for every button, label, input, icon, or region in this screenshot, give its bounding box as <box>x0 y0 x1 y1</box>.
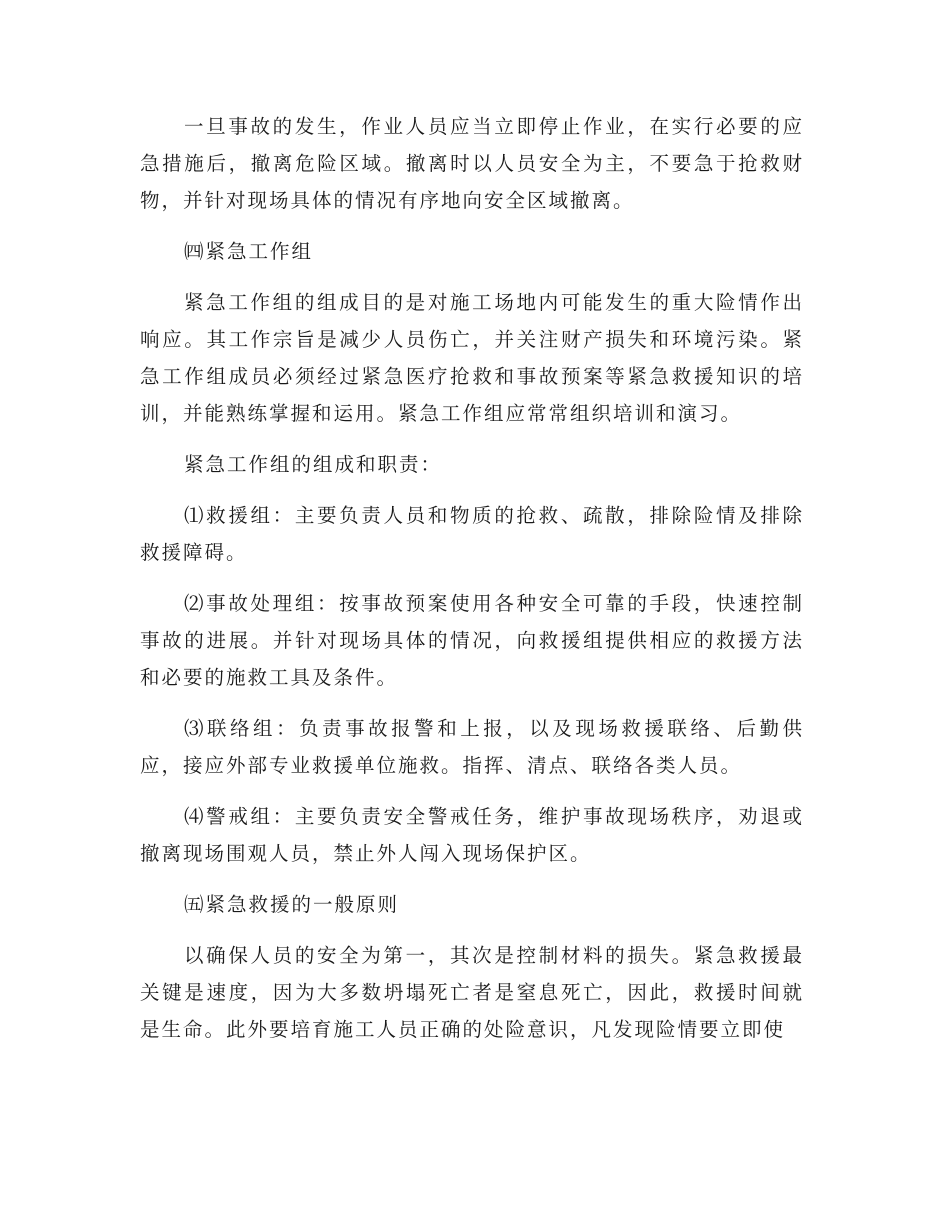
paragraph-liaison-group: ⑶联络组：负责事故报警和上报，以及现场救援联络、后勤供应，接应外部专业救援单位施救。指挥、清点、联络各类人员。 <box>140 717 804 777</box>
paragraph-rescue-group: ⑴救援组：主要负责人员和物质的抢救、疏散，排除险情及排除救援障碍。 <box>140 504 804 564</box>
paragraph-team-composition: 紧急工作组的组成和职责： <box>184 453 443 476</box>
document-body <box>140 108 804 1062</box>
paragraph-team-purpose: 紧急工作组的组成目的是对施工场地内可能发生的重大险情作出响应。其工作宗旨是减少人员伤亡，并关注财产损失和环境污染。紧急工作组成员必须经过紧急医疗抢救和事故预案等紧急救援知识的培训，并能熟练掌握和运用。紧急工作组应常常组织培训和演习。 <box>140 291 804 425</box>
paragraph-handling-group: ⑵事故处理组：按事故预案使用各种安全可靠的手段，快速控制事故的进展。并针对现场具体的情况，向救援组提供相应的救援方法和必要的施救工具及条件。 <box>140 592 804 689</box>
heading-emergency-team: ㈣紧急工作组 <box>184 240 314 263</box>
paragraph-principles: 以确保人员的安全为第一，其次是控制材料的损失。紧急救援最关键是速度，因为大多数坍塌死亡者是窒息死亡，因此，救援时间就是生命。此外要培育施工人员正确的处险意识，凡发现险情要立即使 <box>140 944 804 1041</box>
paragraph-evacuation: 一旦事故的发生，作业人员应当立即停止作业，在实行必要的应急措施后，撤离危险区域。撤离时以人员安全为主，不要急于抢救财物，并针对现场具体的情况有序地向安全区域撤离。 <box>140 115 804 212</box>
paragraph-guard-group: ⑷警戒组：主要负责安全警戒任务，维护事故现场秩序，劝退或撤离现场围观人员，禁止外人闯入现场保护区。 <box>140 805 804 865</box>
heading-rescue-principles: ㈤紧急救援的一般原则 <box>184 893 400 916</box>
